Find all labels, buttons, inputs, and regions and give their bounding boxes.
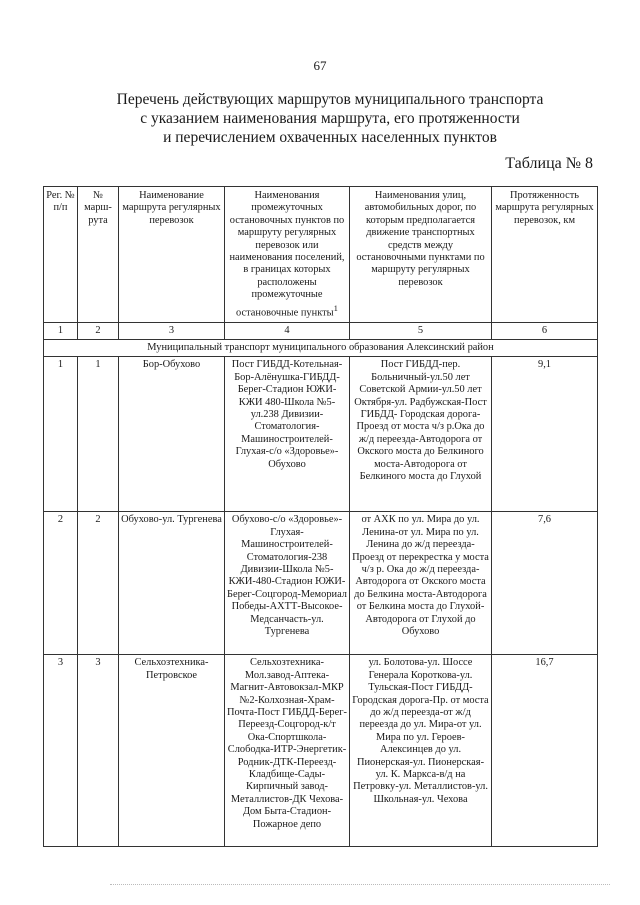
cell-length: 7,6 xyxy=(492,512,598,655)
routes-table xyxy=(43,186,598,847)
header-reg-no: Рег. № п/п xyxy=(44,187,78,323)
col-number: 4 xyxy=(225,322,350,339)
page-number: 67 xyxy=(313,58,327,73)
header-stops-text: Наименования промежуточных остановочных пунктов по маршруту регулярных перевозок или наименования поселений, в границах которых расположены промежуточные остановочные пункты xyxy=(229,190,345,319)
table-row xyxy=(44,357,598,512)
cell-route-no: 1 xyxy=(78,357,119,512)
header-stops xyxy=(225,187,350,323)
table-row xyxy=(44,512,598,655)
column-number-row xyxy=(44,322,598,339)
cell-reg: 3 xyxy=(44,655,78,847)
header-length: Протяженность маршрута регулярных перевозок, км xyxy=(492,187,598,323)
cell-route-name: Сельхозтехника-Петровское xyxy=(119,655,225,847)
cell-route-name: Обухово-ул. Тургенева xyxy=(119,512,225,655)
header-route-name: Наименование маршрута регулярных перевозок xyxy=(119,187,225,323)
cell-route-no: 2 xyxy=(78,512,119,655)
col-number: 1 xyxy=(44,322,78,339)
col-number: 6 xyxy=(492,322,598,339)
cell-streets: Пост ГИБДД-пер. Больничный-ул.50 лет Советской Армии-ул.50 лет Октября-ул. Радбужская-Пост ГИБДД- Городская дорога-Проезд от моста ч/з р.Ока до ж/д переезда-Автодорога от Окского моста до Белкиного моста-Автодорога от Белкиного моста до Глухой xyxy=(350,357,492,512)
cell-length: 9,1 xyxy=(492,357,598,512)
header-streets: Наименования улиц, автомобильных дорог, по которым предполагается движение транспортных средств между остановочными пунктами по маршруту регулярных перевозок xyxy=(350,187,492,323)
table-label: Таблица № 8 xyxy=(505,155,593,172)
section-title: Муниципальный транспорт муниципального образования Алексинский район xyxy=(44,339,598,356)
title-line-3: и перечислением охваченных населенных пунктов xyxy=(163,129,497,146)
table-header-row xyxy=(44,187,598,323)
cell-stops: Обухово-с/о «Здоровье»-Глухая-Машиностроителей-Стоматология-238 Дивизии-Школа №5-КЖИ-480-Стадион ЮЖИ-Берег-Соцгород-Мемориал Победы-АХТТ-Высокое-Медсанчасть-ул. Тургенева xyxy=(225,512,350,655)
cell-reg: 1 xyxy=(44,357,78,512)
cell-streets: от АХК по ул. Мира до ул. Ленина-от ул. Мира по ул. Ленина до ж/д переезда-Проезд от перекрестка у моста ч/з р. Ока до ж/д переезда-Автодорога от Окского моста до Белкина моста-Автодорога от Белкина моста до Глухой-Автодорога от Глухой до Обухово xyxy=(350,512,492,655)
cell-stops: Пост ГИБДД-Котельная-Бор-Алёнушка-ГИБДД-Берег-Стадион ЮЖИ-КЖИ 480-Школа №5-ул.238 Дивизии-Стоматология-Машиностроителей-Глухая-с/о «Здоровье»-Обухово xyxy=(225,357,350,512)
cell-route-name: Бор-Обухово xyxy=(119,357,225,512)
footer-dotted-line xyxy=(110,884,610,886)
header-route-no: № марш-рута xyxy=(78,187,119,323)
title-line-1: Перечень действующих маршрутов муниципального транспорта xyxy=(116,91,544,108)
col-number: 5 xyxy=(350,322,492,339)
section-row xyxy=(44,339,598,356)
col-number: 2 xyxy=(78,322,119,339)
cell-streets: ул. Болотова-ул. Шоссе Генерала Короткова-ул. Тульская-Пост ГИБДД-Городская дорога-Пр. от моста до ж/д переезда-от ж/д переезда до ул. Мира-от ул. Мира по ул. Героев-Алексинцев до ул. Пионерская-ул. Пионерская-ул. К. Маркса-в/д на Петровку-ул. Металлистов-ул. Школьная-ул. Чехова xyxy=(350,655,492,847)
cell-length: 16,7 xyxy=(492,655,598,847)
cell-stops: Сельхозтехника-Мол.завод-Аптека-Магнит-Автовокзал-МКР №2-Колхозная-Храм-Почта-Пост ГИБДД-Берег-Переезд-Соцгород-к/т Ока-Спортшкола-Слободка-ИТР-Энергетик-Родник-ДТК-Переезд-Кладбище-Сады-Кирпичный завод-Металлистов-ДК Чехова-Дом Быта-Стадион-Пожарное депо xyxy=(225,655,350,847)
cell-reg: 2 xyxy=(44,512,78,655)
title-line-2: с указанием наименования маршрута, его протяженности xyxy=(140,110,520,127)
col-number: 3 xyxy=(119,322,225,339)
document-title xyxy=(60,90,600,147)
cell-route-no: 3 xyxy=(78,655,119,847)
table-row xyxy=(44,655,598,847)
header-footnote: 1 xyxy=(333,302,338,313)
